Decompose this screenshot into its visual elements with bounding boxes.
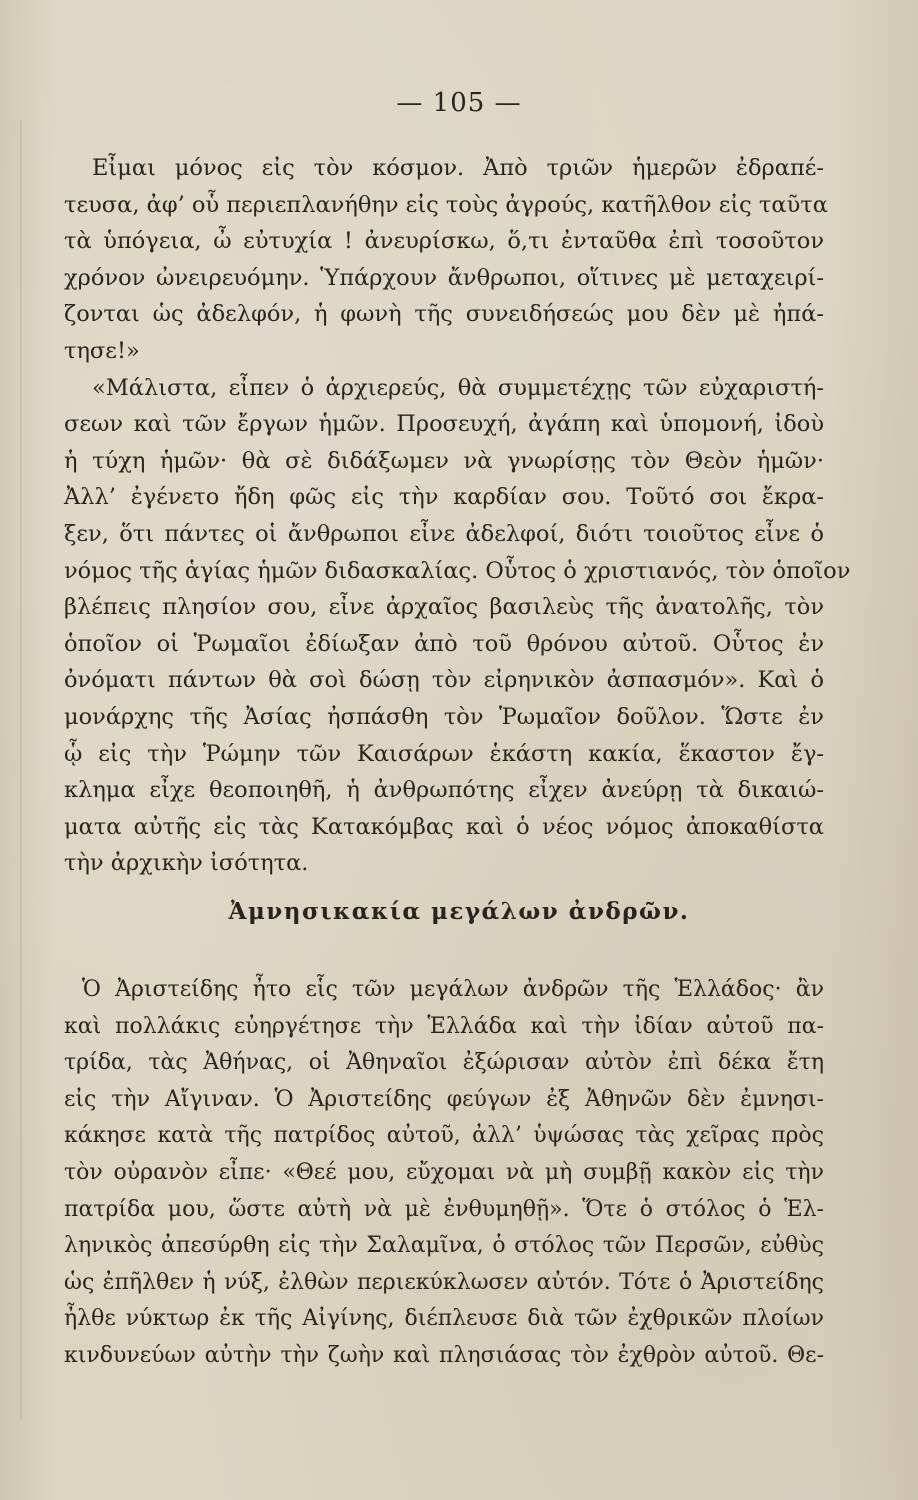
text-line: τησε!» bbox=[64, 337, 140, 364]
text-line: κλημα εἶχε θεοποιηθῆ, ἡ ἀνθρωπότης εἶχεν ἀνεύρῃ τὰ δικαιώ- bbox=[64, 777, 824, 804]
text-line: ἦλθε νύκτωρ ἐκ τῆς Αἰγίνης, διέπλευσε διὰ τῶν ἐχθρικῶν πλοίων bbox=[64, 1306, 824, 1332]
text-line: τευσα, ἀφ’ οὗ περιεπλανήθην εἰς τοὺς ἀγρούς, κατῆλθον εἰς ταῦτα bbox=[64, 191, 828, 218]
text-line: ματα αὐτῆς εἰς τὰς Κατακόμβας καὶ ὁ νέος νόμος ἀποκαθίστα bbox=[64, 813, 824, 840]
text-line: ἡ τύχη ἡμῶν· θὰ σὲ διδάξωμεν νὰ γνωρίσῃς τὸν Θεὸν ἡμῶν· bbox=[64, 447, 824, 474]
text-line: ὁποῖον οἱ Ῥωμαῖοι ἐδίωξαν ἀπὸ τοῦ θρόνου αὐτοῦ. Οὗτος ἐν bbox=[64, 630, 824, 657]
text-line: «Μάλιστα, εἶπεν ὁ ἀρχιερεύς, θὰ συμμετέχῃς τῶν εὐχαριστή- bbox=[92, 374, 824, 401]
section-title: Ἀμνησικακία μεγάλων ἀνδρῶν. bbox=[228, 898, 690, 925]
text-line: πατρίδα μου, ὥστε αὐτὴ νὰ μὲ ἐνθυμηθῇ». Ὅτε ὁ στόλος ὁ Ἑλ- bbox=[64, 1196, 824, 1222]
text-line: εἰς τὴν Αἴγιναν. Ὁ Ἀριστείδης φεύγων ἐξ Ἀθηνῶν δὲν ἐμνησι- bbox=[64, 1086, 824, 1112]
page-margin-shadow bbox=[20, 120, 22, 1420]
text-line: νόμος τῆς ἁγίας ἡμῶν διδασκαλίας. Οὗτος ὁ χριστιανός, τὸν ὁποῖον bbox=[64, 557, 851, 584]
text-line: Εἶμαι μόνος εἰς τὸν κόσμον. Ἀπὸ τριῶν ἡμερῶν ἐδραπέ- bbox=[92, 155, 824, 181]
text-line: Ὁ Ἀριστείδης ἦτο εἷς τῶν μεγάλων ἀνδρῶν τῆς Ἑλλάδος· ἂν bbox=[82, 977, 824, 1002]
text-line: ληνικὸς ἀπεσύρθη εἰς τὴν Σαλαμῖνα, ὁ στόλος τῶν Περσῶν, εὐθὺς bbox=[64, 1233, 824, 1259]
text-line: τὰ ὑπόγεια, ὦ εὐτυχία ! ἀνευρίσκω, ὅ,τι ἐνταῦθα ἐπὶ τοσοῦτον bbox=[64, 228, 824, 255]
page-number: — 105 — bbox=[396, 88, 522, 118]
text-line: ξεν, ὅτι πάντες οἱ ἄνθρωποι εἶνε ἀδελφοί, διότι τοιοῦτος εἶνε ὁ bbox=[64, 520, 824, 547]
text-line: κινδυνεύων αὐτὴν τὴν ζωὴν καὶ πλησιάσας τὸν ἐχθρὸν αὐτοῦ. Θε- bbox=[64, 1342, 824, 1368]
text-line: τὴν ἀρχικὴν ἰσότητα. bbox=[64, 850, 309, 877]
text-line: ὀνόματι πάντων θὰ σοὶ δώσῃ τὸν εἰρηνικὸν ἀσπασμόν». Καὶ ὁ bbox=[64, 667, 824, 694]
paragraph-1 bbox=[64, 150, 851, 882]
text-line: μονάρχης τῆς Ἀσίας ἠσπάσθη τὸν Ῥωμαῖον δοῦλον. Ὥστε ἐν bbox=[64, 703, 824, 730]
text-line: χρόνον ὠνειρευόμην. Ὑπάρχουν ἄνθρωποι, οἵτινες μὲ μεταχειρί- bbox=[64, 264, 824, 291]
text-line: ὡς ἐπῆλθεν ἡ νύξ, ἐλθὼν περιεκύκλωσεν αὐτόν. Τότε ὁ Ἀριστείδης bbox=[64, 1269, 824, 1295]
paragraph-2 bbox=[64, 972, 824, 1375]
text-line: κάκησε κατὰ τῆς πατρίδος αὐτοῦ, ἀλλ’ ὑψώσας τὰς χεῖρας πρὸς bbox=[64, 1123, 824, 1149]
text-line: ζονται ὡς ἀδελφόν, ἡ φωνὴ τῆς συνειδήσεώς μου δὲν μὲ ἠπά- bbox=[64, 301, 824, 328]
text-line: τρίδα, τὰς Ἀθήνας, οἱ Ἀθηναῖοι ἐξώρισαν αὐτὸν ἐπὶ δέκα ἔτη bbox=[64, 1050, 824, 1076]
text-line: ᾧ εἰς τὴν Ῥώμην τῶν Καισάρων ἑκάστη κακία, ἕκαστον ἔγ- bbox=[64, 740, 824, 767]
text-line: σεων καὶ τῶν ἔργων ἡμῶν. Προσευχή, ἀγάπη καὶ ὑπομονή, ἰδοὺ bbox=[64, 411, 824, 438]
text-line: καὶ πολλάκις εὐηργέτησε τὴν Ἑλλάδα καὶ τὴν ἰδίαν αὐτοῦ πα- bbox=[64, 1013, 824, 1039]
text-line: Ἀλλ’ ἐγένετο ἤδη φῶς εἰς τὴν καρδίαν σου. Τοῦτό σοι ἔκρα- bbox=[64, 484, 824, 511]
text-line: τὸν οὐρανὸν εἶπε· «Θεέ μου, εὔχομαι νὰ μὴ συμβῇ κακὸν εἰς τὴν bbox=[64, 1159, 824, 1185]
text-line: βλέπεις πλησίον σου, εἶνε ἀρχαῖος βασιλεὺς τῆς ἀνατολῆς, τὸν bbox=[64, 594, 824, 621]
